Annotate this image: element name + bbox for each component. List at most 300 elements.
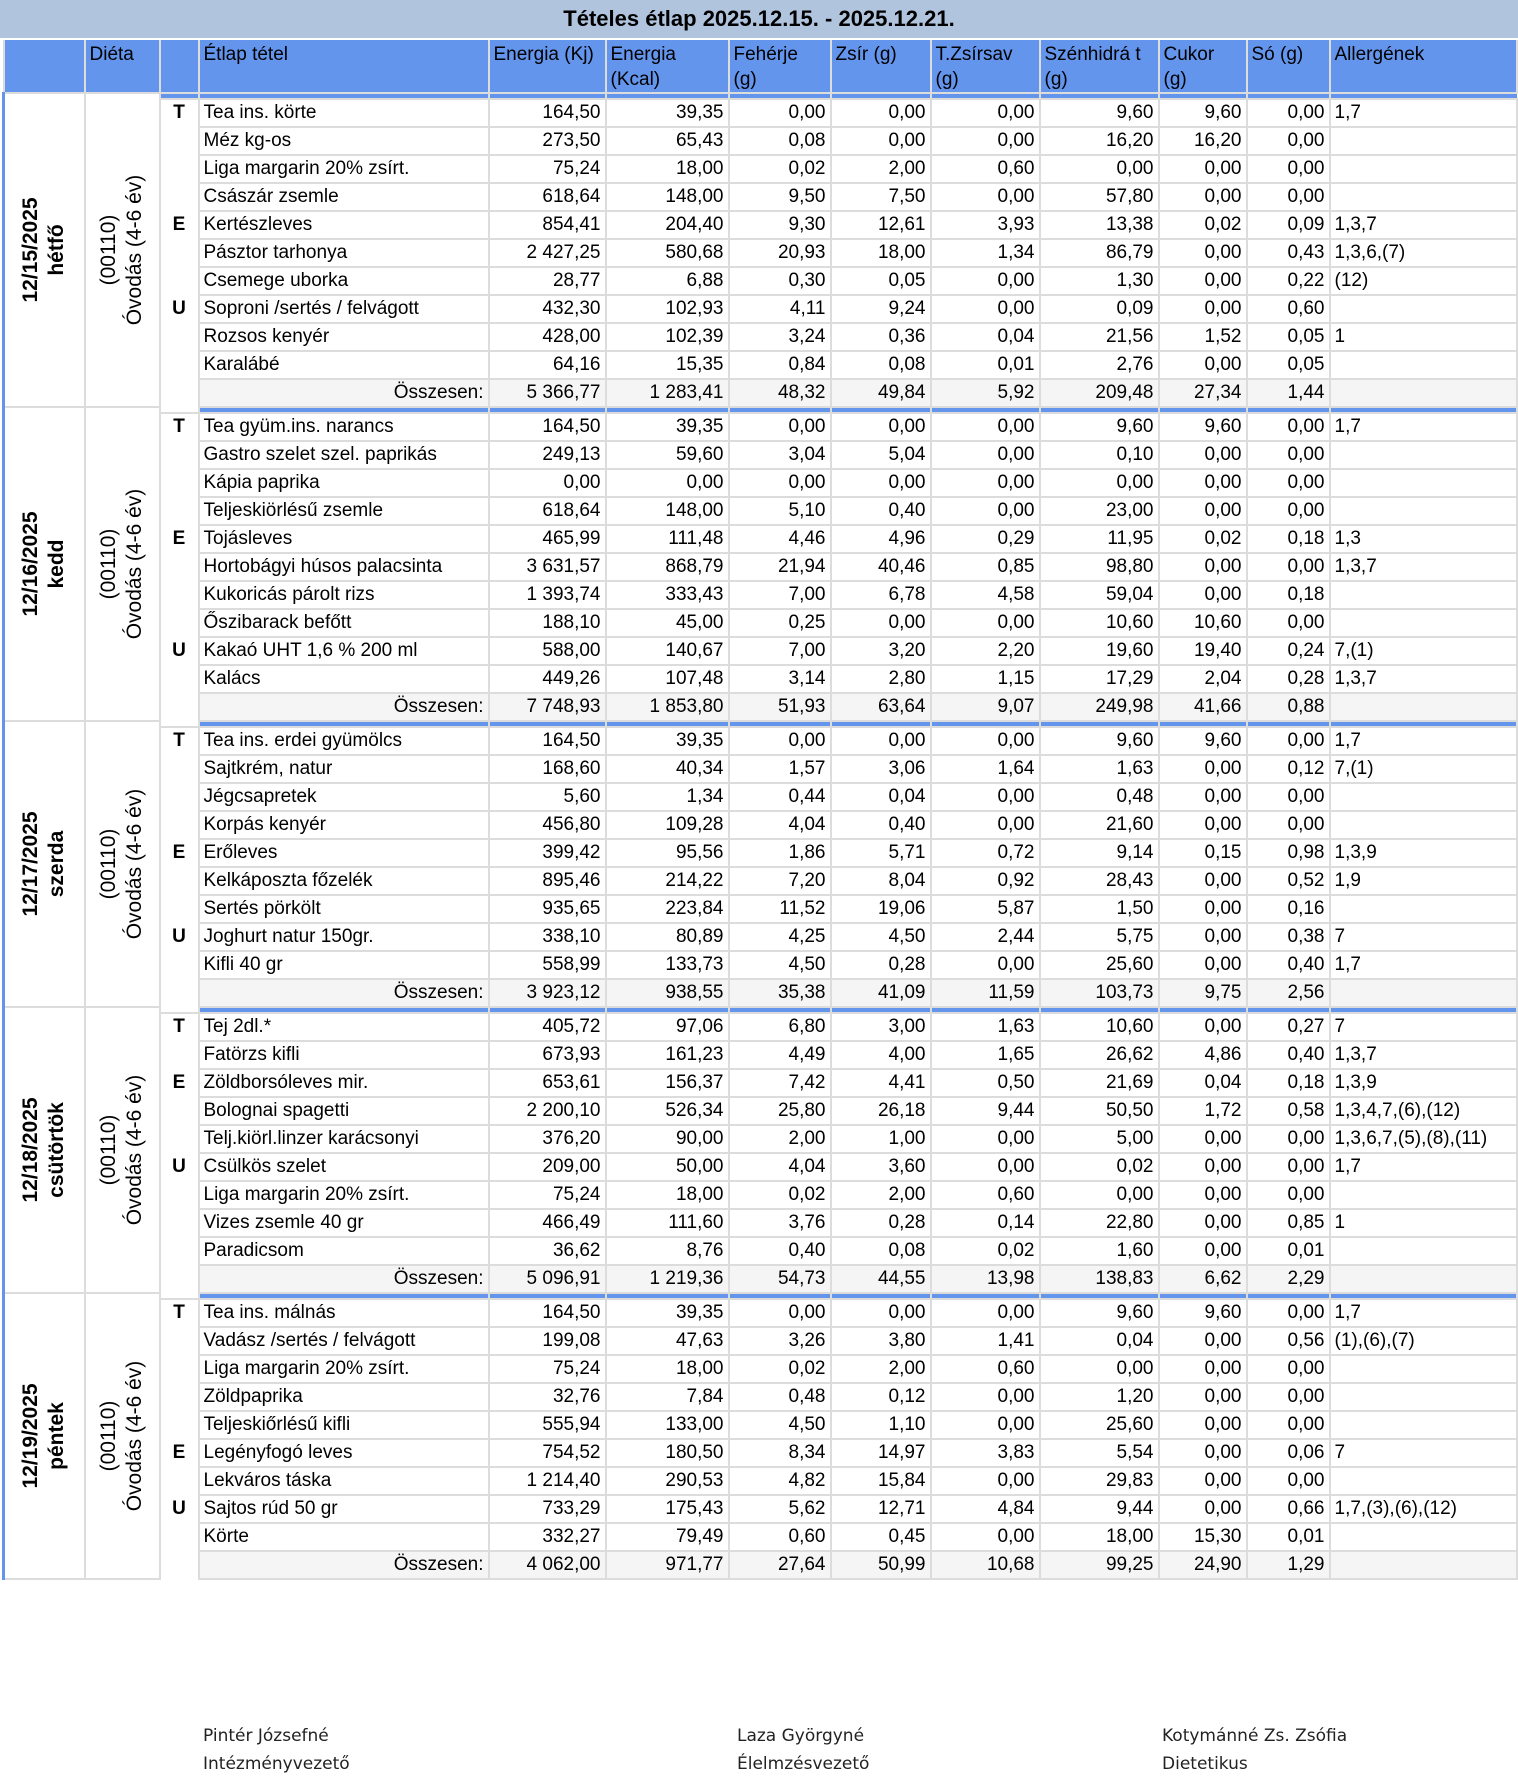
cell-protein: 0,00 (729, 469, 831, 497)
cell-sugar: 0,00 (1159, 1181, 1247, 1209)
total-energy-kcal: 1 283,41 (606, 379, 729, 407)
cell-allergens: (1),(6),(7) (1330, 1327, 1517, 1355)
table-row (4, 1327, 1517, 1355)
meal-code: E (160, 525, 199, 553)
cell-energy-kj: 428,00 (489, 323, 606, 351)
table-row (4, 923, 1517, 951)
cell-carbohydrate: 29,83 (1040, 1467, 1159, 1495)
cell-fat: 26,18 (831, 1097, 931, 1125)
cell-energy-kj: 164,50 (489, 1299, 606, 1327)
cell-protein: 4,11 (729, 295, 831, 323)
meal-code (160, 609, 199, 637)
cell-carbohydrate: 26,62 (1040, 1041, 1159, 1069)
meal-code: U (160, 295, 199, 323)
cell-energy-kj: 75,24 (489, 1355, 606, 1383)
cell-carbohydrate: 9,60 (1040, 1299, 1159, 1327)
cell-carbohydrate: 9,60 (1040, 727, 1159, 755)
cell-carbohydrate: 5,75 (1040, 923, 1159, 951)
total-row (4, 1551, 1517, 1579)
cell-protein: 3,76 (729, 1209, 831, 1237)
cell-saturated-fat: 0,00 (931, 127, 1040, 155)
table-row (4, 755, 1517, 783)
cell-fat: 0,28 (831, 1209, 931, 1237)
cell-energy-kj: 273,50 (489, 127, 606, 155)
table-row (4, 951, 1517, 979)
cell-allergens (1330, 1355, 1517, 1383)
cell-sugar: 19,40 (1159, 637, 1247, 665)
cell-protein: 3,14 (729, 665, 831, 693)
signature-role: Dietetikus (1162, 1754, 1248, 1774)
cell-allergens: (12) (1330, 267, 1517, 295)
cell-allergens (1330, 581, 1517, 609)
day-date: 12/18/2025 (19, 1097, 43, 1203)
cell-saturated-fat: 9,44 (931, 1097, 1040, 1125)
cell-sugar: 0,00 (1159, 267, 1247, 295)
header-salt: Só (g) (1247, 40, 1330, 93)
item-name: Méz kg-os (199, 127, 489, 155)
cell-salt: 0,00 (1247, 727, 1330, 755)
total-fat: 41,09 (831, 979, 931, 1007)
cell-allergens (1330, 1383, 1517, 1411)
cell-carbohydrate: 17,29 (1040, 665, 1159, 693)
cell-energy-kcal: 868,79 (606, 553, 729, 581)
item-name: Tojásleves (199, 525, 489, 553)
item-name: Körte (199, 1523, 489, 1551)
item-name: Telj.kiörl.linzer karácsonyi (199, 1125, 489, 1153)
cell-energy-kcal: 0,00 (606, 469, 729, 497)
cell-salt: 0,18 (1247, 525, 1330, 553)
cell-energy-kj: 332,27 (489, 1523, 606, 1551)
cell-allergens: 1 (1330, 1209, 1517, 1237)
cell-saturated-fat: 0,00 (931, 267, 1040, 295)
cell-saturated-fat: 0,00 (931, 469, 1040, 497)
total-energy-kj: 7 748,93 (489, 693, 606, 721)
meal-code (160, 755, 199, 783)
cell-fat: 0,04 (831, 783, 931, 811)
cell-protein: 4,82 (729, 1467, 831, 1495)
cell-carbohydrate: 21,56 (1040, 323, 1159, 351)
cell-carbohydrate: 18,00 (1040, 1523, 1159, 1551)
cell-protein: 0,08 (729, 127, 831, 155)
diet-name: Óvodás (4-6 év) (123, 788, 146, 940)
cell-saturated-fat: 1,15 (931, 665, 1040, 693)
cell-saturated-fat: 1,65 (931, 1041, 1040, 1069)
table-row (4, 1069, 1517, 1097)
cell-energy-kj: 199,08 (489, 1327, 606, 1355)
cell-fat: 4,50 (831, 923, 931, 951)
cell-energy-kj: 28,77 (489, 267, 606, 295)
cell-carbohydrate: 0,02 (1040, 1153, 1159, 1181)
item-name: Kápia paprika (199, 469, 489, 497)
meal-code-blank (160, 693, 199, 721)
cell-sugar: 0,00 (1159, 783, 1247, 811)
cell-protein: 0,84 (729, 351, 831, 379)
cell-salt: 0,56 (1247, 1327, 1330, 1355)
meal-code (160, 1209, 199, 1237)
diet-label (96, 489, 148, 640)
cell-salt: 0,06 (1247, 1439, 1330, 1467)
cell-saturated-fat: 0,60 (931, 1181, 1040, 1209)
cell-sugar: 0,00 (1159, 351, 1247, 379)
meal-code (160, 1181, 199, 1209)
cell-sugar: 0,02 (1159, 525, 1247, 553)
item-name: Bolognai spagetti (199, 1097, 489, 1125)
cell-salt: 0,24 (1247, 637, 1330, 665)
cell-protein: 0,00 (729, 413, 831, 441)
cell-allergens: 1,3,4,7,(6),(12) (1330, 1097, 1517, 1125)
cell-sugar: 0,00 (1159, 497, 1247, 525)
item-name: Zöldpaprika (199, 1383, 489, 1411)
table-row (4, 1041, 1517, 1069)
meal-code: U (160, 1495, 199, 1523)
cell-energy-kcal: 140,67 (606, 637, 729, 665)
total-fat: 63,64 (831, 693, 931, 721)
cell-protein: 3,24 (729, 323, 831, 351)
cell-sugar: 0,02 (1159, 211, 1247, 239)
cell-energy-kj: 618,64 (489, 183, 606, 211)
cell-sugar: 10,60 (1159, 609, 1247, 637)
cell-sugar: 0,00 (1159, 183, 1247, 211)
day-cell (4, 407, 85, 721)
day-date: 12/19/2025 (19, 1383, 43, 1489)
meal-code (160, 1523, 199, 1551)
cell-protein: 5,62 (729, 1495, 831, 1523)
meal-code: U (160, 1153, 199, 1181)
cell-protein: 4,04 (729, 811, 831, 839)
table-row (4, 727, 1517, 755)
cell-salt: 0,00 (1247, 441, 1330, 469)
table-row (4, 295, 1517, 323)
table-row (4, 637, 1517, 665)
cell-saturated-fat: 1,34 (931, 239, 1040, 267)
cell-salt: 0,00 (1247, 413, 1330, 441)
diet-name: Óvodás (4-6 év) (123, 488, 146, 640)
cell-allergens (1330, 155, 1517, 183)
cell-energy-kj: 895,46 (489, 867, 606, 895)
day-weekday: csütörtök (45, 1102, 69, 1198)
meal-code (160, 239, 199, 267)
cell-allergens: 1,3 (1330, 525, 1517, 553)
meal-code-blank (160, 1265, 199, 1293)
cell-carbohydrate: 5,54 (1040, 1439, 1159, 1467)
table-row (4, 1013, 1517, 1041)
day-weekday: szerda (45, 830, 69, 898)
cell-carbohydrate: 9,60 (1040, 413, 1159, 441)
day-label (18, 511, 70, 616)
cell-energy-kj: 5,60 (489, 783, 606, 811)
total-allergens-blank (1330, 979, 1517, 1007)
meal-code (160, 867, 199, 895)
cell-saturated-fat: 0,00 (931, 497, 1040, 525)
cell-carbohydrate: 22,80 (1040, 1209, 1159, 1237)
cell-sugar: 0,00 (1159, 553, 1247, 581)
cell-saturated-fat: 3,83 (931, 1439, 1040, 1467)
diet-label (96, 1361, 148, 1512)
cell-saturated-fat: 0,00 (931, 413, 1040, 441)
cell-sugar: 16,20 (1159, 127, 1247, 155)
table-row (4, 211, 1517, 239)
cell-protein: 0,02 (729, 1355, 831, 1383)
total-sugar: 41,66 (1159, 693, 1247, 721)
cell-protein: 11,52 (729, 895, 831, 923)
cell-allergens: 1,9 (1330, 867, 1517, 895)
cell-fat: 2,00 (831, 155, 931, 183)
table-row (4, 497, 1517, 525)
cell-energy-kcal: 95,56 (606, 839, 729, 867)
cell-protein: 2,00 (729, 1125, 831, 1153)
day-cell (4, 721, 85, 1007)
cell-saturated-fat: 2,20 (931, 637, 1040, 665)
page-title: Tételes étlap 2025.12.15. - 2025.12.21. (0, 0, 1518, 38)
cell-saturated-fat: 0,00 (931, 783, 1040, 811)
cell-carbohydrate: 57,80 (1040, 183, 1159, 211)
cell-fat: 9,24 (831, 295, 931, 323)
cell-salt: 0,00 (1247, 1383, 1330, 1411)
day-cell (4, 1293, 85, 1579)
cell-carbohydrate: 19,60 (1040, 637, 1159, 665)
cell-energy-kcal: 90,00 (606, 1125, 729, 1153)
cell-fat: 2,00 (831, 1355, 931, 1383)
item-name: Tea ins. körte (199, 99, 489, 127)
cell-carbohydrate: 5,00 (1040, 1125, 1159, 1153)
cell-energy-kj: 653,61 (489, 1069, 606, 1097)
item-name: Karalábé (199, 351, 489, 379)
meal-code: U (160, 923, 199, 951)
cell-allergens: 1,3,9 (1330, 839, 1517, 867)
header-allergens: Allergének (1330, 40, 1517, 93)
signature-name: Laza Györgyné (737, 1726, 865, 1746)
signature-name: Kotymánné Zs. Zsófia (1162, 1726, 1348, 1746)
diet-name: Óvodás (4-6 év) (123, 1360, 146, 1512)
cell-protein: 4,50 (729, 951, 831, 979)
cell-energy-kcal: 204,40 (606, 211, 729, 239)
total-protein: 54,73 (729, 1265, 831, 1293)
cell-protein: 4,50 (729, 1411, 831, 1439)
header-protein: Fehérje (g) (729, 40, 831, 93)
cell-sugar: 9,60 (1159, 99, 1247, 127)
cell-allergens: 1,3,7 (1330, 665, 1517, 693)
total-energy-kj: 3 923,12 (489, 979, 606, 1007)
cell-allergens (1330, 127, 1517, 155)
meal-code (160, 267, 199, 295)
cell-energy-kj: 164,50 (489, 413, 606, 441)
cell-energy-kcal: 1,34 (606, 783, 729, 811)
cell-protein: 25,80 (729, 1097, 831, 1125)
cell-saturated-fat: 0,00 (931, 1153, 1040, 1181)
cell-allergens (1330, 351, 1517, 379)
cell-salt: 0,00 (1247, 1355, 1330, 1383)
cell-energy-kj: 466,49 (489, 1209, 606, 1237)
table-row (4, 609, 1517, 637)
cell-energy-kcal: 333,43 (606, 581, 729, 609)
cell-fat: 3,60 (831, 1153, 931, 1181)
signature-role: Élelmzésvezető (737, 1754, 870, 1774)
cell-energy-kj: 36,62 (489, 1237, 606, 1265)
table-row (4, 1495, 1517, 1523)
table-row (4, 1097, 1517, 1125)
signature-block (737, 1722, 869, 1778)
cell-fat: 3,00 (831, 1013, 931, 1041)
cell-carbohydrate: 1,30 (1040, 267, 1159, 295)
table-row (4, 155, 1517, 183)
cell-energy-kcal: 133,73 (606, 951, 729, 979)
cell-carbohydrate: 1,20 (1040, 1383, 1159, 1411)
total-energy-kj: 5 096,91 (489, 1265, 606, 1293)
cell-energy-kcal: 65,43 (606, 127, 729, 155)
meal-code (160, 1411, 199, 1439)
cell-energy-kj: 733,29 (489, 1495, 606, 1523)
cell-energy-kcal: 8,76 (606, 1237, 729, 1265)
cell-fat: 5,04 (831, 441, 931, 469)
cell-salt: 0,01 (1247, 1523, 1330, 1551)
total-protein: 51,93 (729, 693, 831, 721)
cell-fat: 2,00 (831, 1181, 931, 1209)
cell-sugar: 0,04 (1159, 1069, 1247, 1097)
diet-code: (00110) (97, 214, 120, 286)
cell-energy-kcal: 18,00 (606, 1181, 729, 1209)
meal-code (160, 127, 199, 155)
header-diet: Diéta (85, 40, 160, 93)
item-name: Sajtkrém, natur (199, 755, 489, 783)
cell-allergens: 1,3,6,(7) (1330, 239, 1517, 267)
cell-energy-kj: 456,80 (489, 811, 606, 839)
cell-carbohydrate: 16,20 (1040, 127, 1159, 155)
cell-energy-kj: 164,50 (489, 99, 606, 127)
cell-energy-kcal: 59,60 (606, 441, 729, 469)
cell-protein: 0,00 (729, 1299, 831, 1327)
cell-saturated-fat: 0,60 (931, 155, 1040, 183)
cell-sugar: 0,00 (1159, 1411, 1247, 1439)
total-row (4, 379, 1517, 407)
total-energy-kcal: 1 853,80 (606, 693, 729, 721)
cell-protein: 0,25 (729, 609, 831, 637)
cell-allergens: 1,7 (1330, 1153, 1517, 1181)
cell-allergens (1330, 1467, 1517, 1495)
cell-fat: 0,00 (831, 469, 931, 497)
cell-allergens: 1,3,7 (1330, 553, 1517, 581)
cell-salt: 0,00 (1247, 127, 1330, 155)
item-name: Császár zsemle (199, 183, 489, 211)
cell-salt: 0,00 (1247, 1467, 1330, 1495)
cell-protein: 0,02 (729, 1181, 831, 1209)
item-name: Vizes zsemle 40 gr (199, 1209, 489, 1237)
cell-saturated-fat: 0,85 (931, 553, 1040, 581)
cell-saturated-fat: 0,00 (931, 727, 1040, 755)
cell-protein: 0,02 (729, 155, 831, 183)
cell-sugar: 0,00 (1159, 1209, 1247, 1237)
cell-carbohydrate: 1,63 (1040, 755, 1159, 783)
cell-energy-kcal: 102,93 (606, 295, 729, 323)
cell-energy-kj: 1 393,74 (489, 581, 606, 609)
cell-fat: 0,08 (831, 351, 931, 379)
total-row (4, 979, 1517, 1007)
cell-carbohydrate: 1,60 (1040, 1237, 1159, 1265)
cell-energy-kcal: 107,48 (606, 665, 729, 693)
cell-saturated-fat: 0,92 (931, 867, 1040, 895)
header-energy-kj: Energia (Kj) (489, 40, 606, 93)
item-name: Liga margarin 20% zsírt. (199, 1181, 489, 1209)
cell-sugar: 0,00 (1159, 239, 1247, 267)
cell-energy-kj: 2 200,10 (489, 1097, 606, 1125)
cell-fat: 0,28 (831, 951, 931, 979)
cell-energy-kj: 1 214,40 (489, 1467, 606, 1495)
cell-energy-kj: 449,26 (489, 665, 606, 693)
cell-protein: 9,30 (729, 211, 831, 239)
cell-protein: 0,00 (729, 727, 831, 755)
cell-energy-kj: 32,76 (489, 1383, 606, 1411)
total-energy-kcal: 938,55 (606, 979, 729, 1007)
table-row (4, 1355, 1517, 1383)
diet-code: (00110) (97, 1114, 120, 1186)
meal-code: U (160, 637, 199, 665)
cell-carbohydrate: 11,95 (1040, 525, 1159, 553)
table-row (4, 525, 1517, 553)
cell-protein: 8,34 (729, 1439, 831, 1467)
table-row (4, 783, 1517, 811)
diet-label (96, 1075, 148, 1226)
day-weekday: hétfő (45, 224, 69, 276)
total-energy-kcal: 1 219,36 (606, 1265, 729, 1293)
cell-protein: 7,00 (729, 637, 831, 665)
cell-saturated-fat: 4,84 (931, 1495, 1040, 1523)
cell-sugar: 0,00 (1159, 1355, 1247, 1383)
cell-salt: 0,00 (1247, 1181, 1330, 1209)
cell-allergens: 7 (1330, 923, 1517, 951)
cell-saturated-fat: 0,00 (931, 1383, 1040, 1411)
cell-allergens (1330, 811, 1517, 839)
cell-energy-kj: 935,65 (489, 895, 606, 923)
cell-fat: 6,78 (831, 581, 931, 609)
day-date: 12/16/2025 (19, 511, 43, 617)
cell-saturated-fat: 2,44 (931, 923, 1040, 951)
cell-allergens: 7,(1) (1330, 637, 1517, 665)
total-saturated-fat: 9,07 (931, 693, 1040, 721)
total-label: Összesen: (199, 979, 489, 1007)
table-row (4, 665, 1517, 693)
total-salt: 2,56 (1247, 979, 1330, 1007)
item-name: Jégcsapretek (199, 783, 489, 811)
total-carbohydrate: 103,73 (1040, 979, 1159, 1007)
cell-energy-kcal: 18,00 (606, 155, 729, 183)
item-name: Kelkáposzta főzelék (199, 867, 489, 895)
header-sugar: Cukor (g) (1159, 40, 1247, 93)
total-sugar: 9,75 (1159, 979, 1247, 1007)
cell-energy-kcal: 79,49 (606, 1523, 729, 1551)
cell-sugar: 0,00 (1159, 867, 1247, 895)
table-row (4, 1237, 1517, 1265)
cell-salt: 0,09 (1247, 211, 1330, 239)
cell-fat: 0,36 (831, 323, 931, 351)
total-saturated-fat: 13,98 (931, 1265, 1040, 1293)
cell-saturated-fat: 1,64 (931, 755, 1040, 783)
cell-energy-kcal: 39,35 (606, 727, 729, 755)
total-salt: 1,44 (1247, 379, 1330, 407)
diet-code: (00110) (97, 528, 120, 600)
meal-code (160, 1125, 199, 1153)
cell-protein: 0,44 (729, 783, 831, 811)
cell-sugar: 0,00 (1159, 469, 1247, 497)
cell-allergens: 1 (1330, 323, 1517, 351)
cell-energy-kcal: 180,50 (606, 1439, 729, 1467)
table-row (4, 811, 1517, 839)
cell-fat: 2,80 (831, 665, 931, 693)
cell-sugar: 9,60 (1159, 1299, 1247, 1327)
cell-sugar: 2,04 (1159, 665, 1247, 693)
table-row (4, 1209, 1517, 1237)
cell-energy-kcal: 40,34 (606, 755, 729, 783)
cell-salt: 0,00 (1247, 497, 1330, 525)
table-row (4, 323, 1517, 351)
